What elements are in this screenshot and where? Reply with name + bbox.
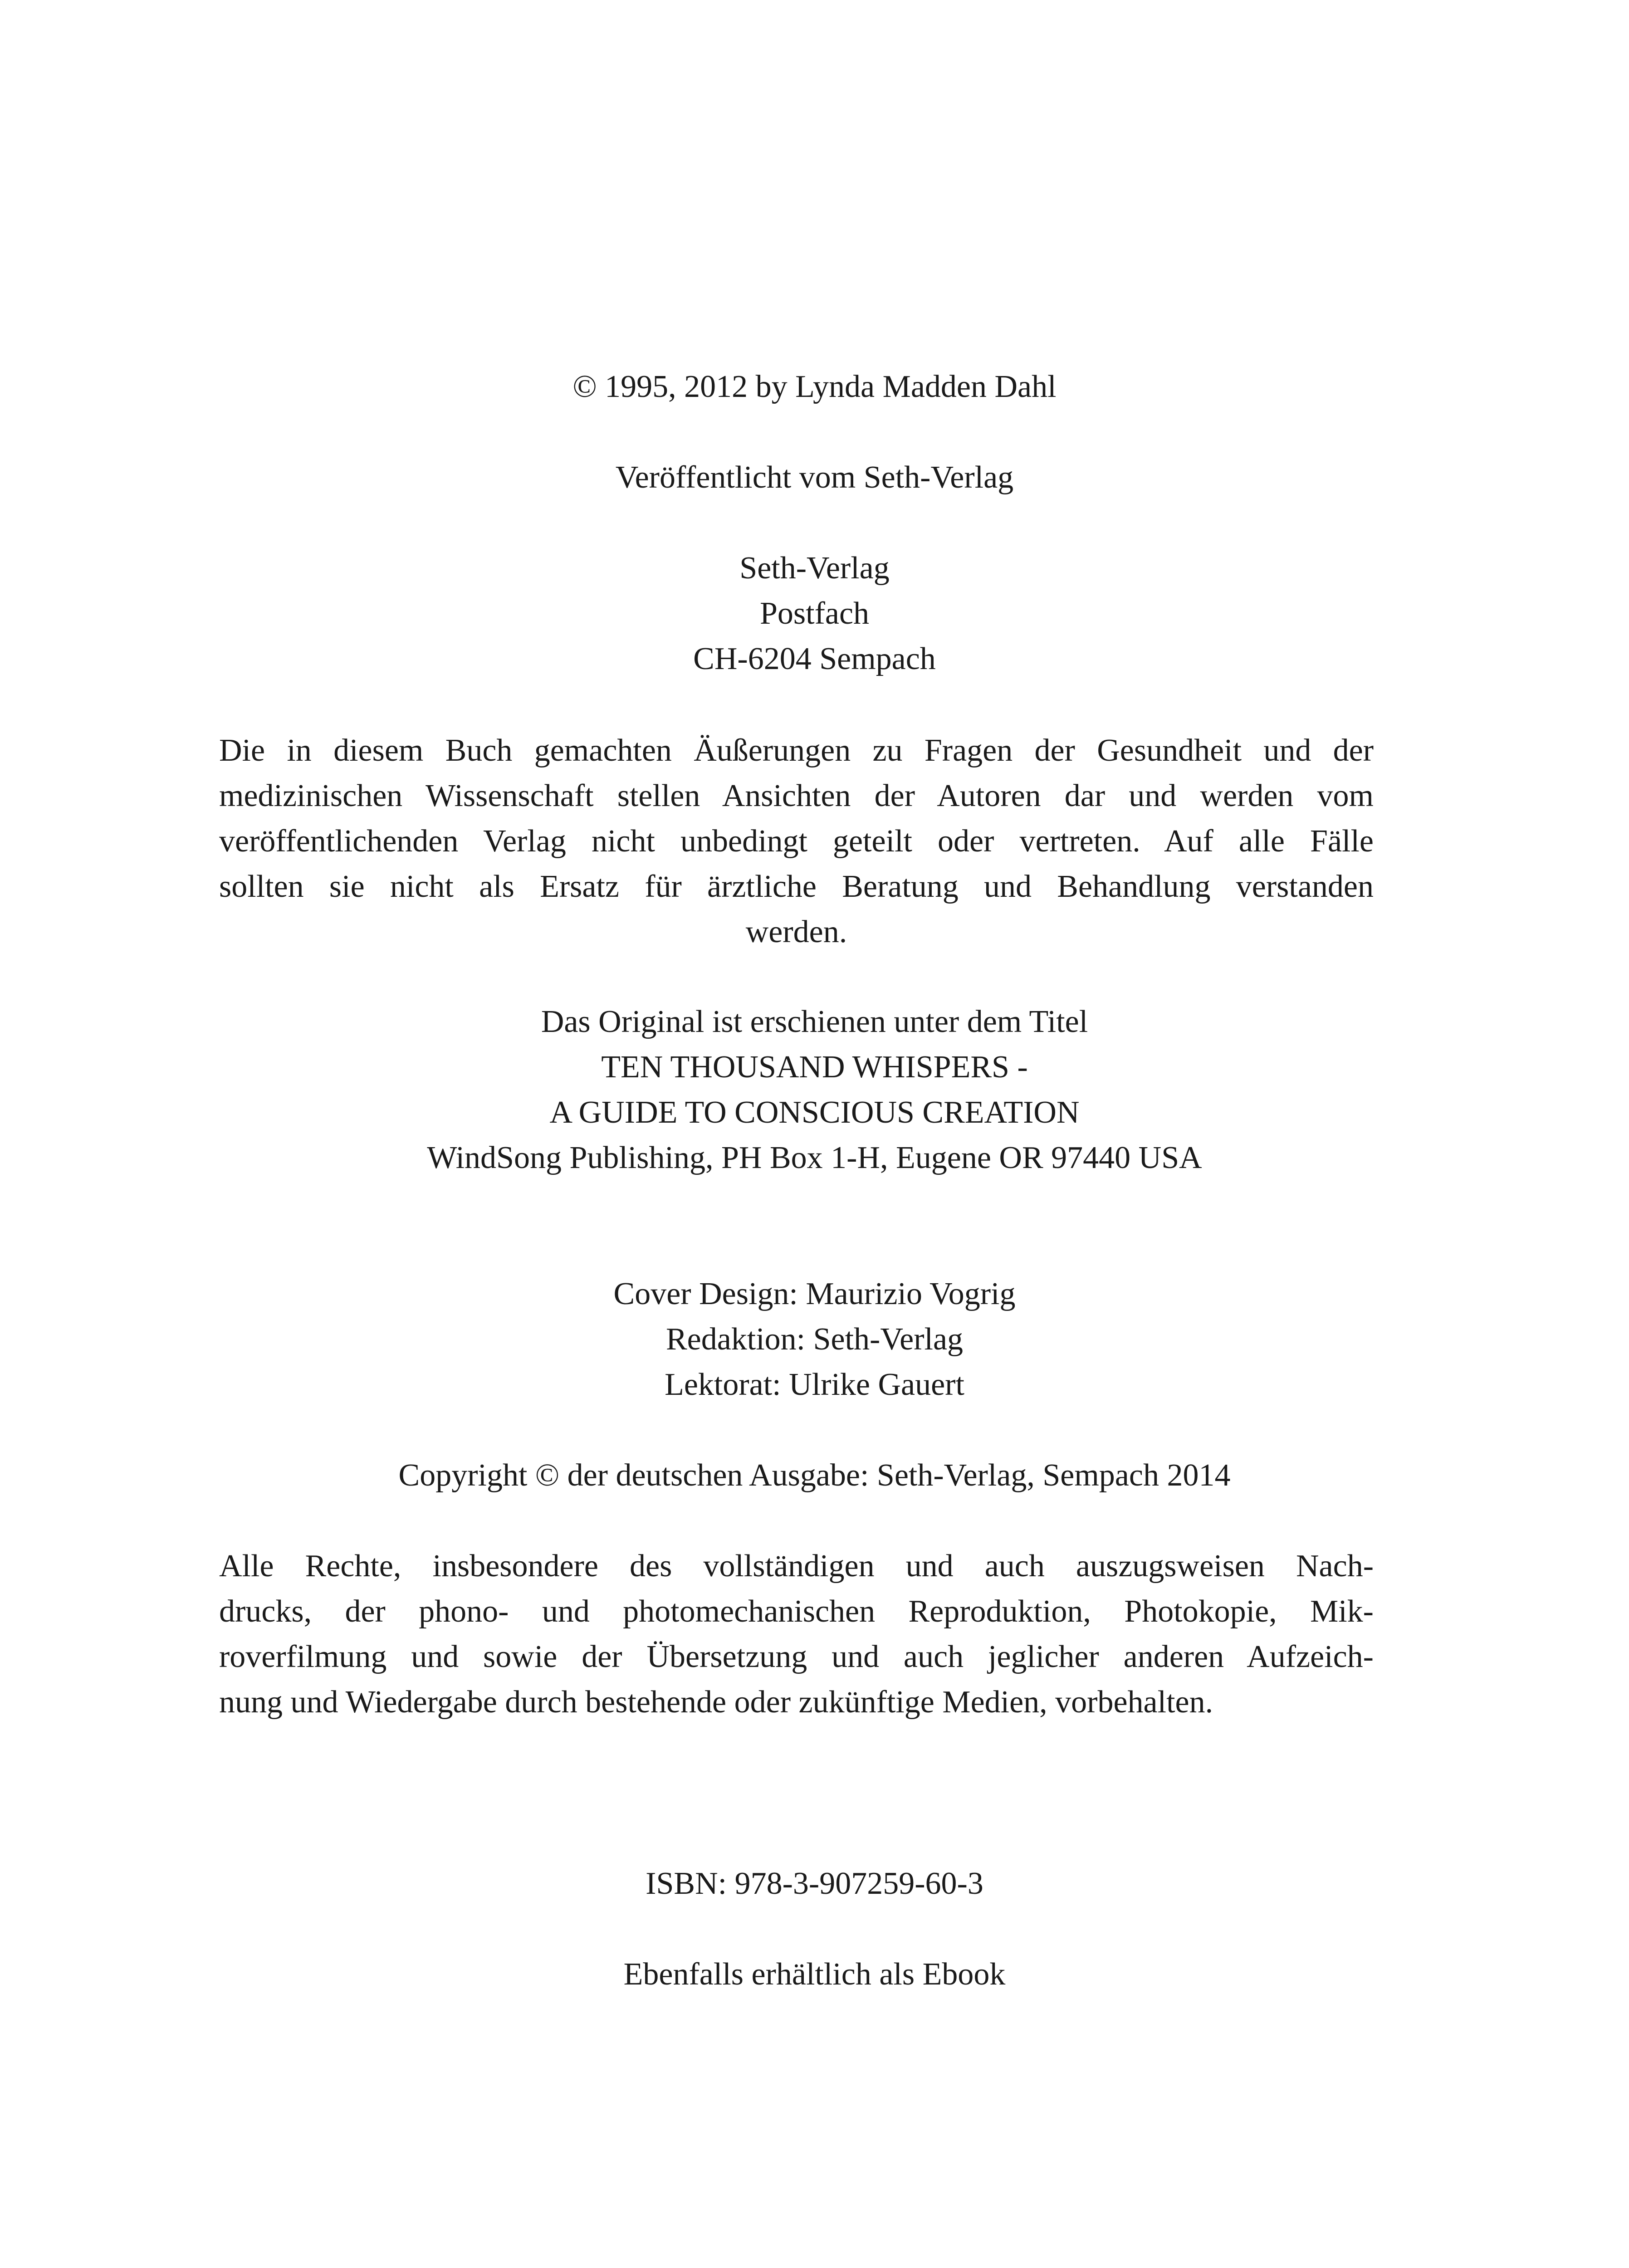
publisher-line [0,455,1629,500]
disclaimer-line-4: sollten sie nicht als Ersatz für ärztliche Beratung und Behandlung verstanden [219,869,1374,904]
disclaimer-line-1: Die in diesem Buch gemachten Äußerungen zu Fragen der Gesundheit und der [219,733,1374,768]
isbn-line [0,1861,1629,1906]
editing-credit: Redaktion: Seth-Verlag [665,1322,964,1357]
rights-line-3: roverfilmung und sowie der Übersetzung und auch jeglicher anderen Aufzeich- [219,1639,1374,1674]
disclaimer-line-5: werden. [745,914,847,949]
rights-notice [219,1544,1374,1725]
original-line-3: A GUIDE TO CONSCIOUS CREATION [549,1095,1080,1130]
copyright-line [0,364,1629,410]
copyright-text: © 1995, 2012 by Lynda Madden Dahl [572,369,1057,404]
disclaimer-line-2: medizinischen Wissenschaft stellen Ansichten der Autoren dar und werden vom [219,778,1374,813]
published-by-text: Veröffentlicht vom Seth-Verlag [615,460,1014,495]
address-line-2: Postfach [759,596,870,631]
original-line-4: WindSong Publishing, PH Box 1-H, Eugene OR 97440 USA [427,1140,1202,1175]
cover-design-credit: Cover Design: Maurizio Vogrig [613,1276,1016,1311]
address-line-3: CH-6204 Sempach [693,641,936,676]
credits [0,1271,1629,1408]
address-line-1: Seth-Verlag [739,551,890,586]
publisher-address [0,546,1629,682]
original-edition [0,999,1629,1181]
isbn-text: ISBN: 978-3-907259-60-3 [646,1866,983,1901]
german-copyright-text: Copyright © der deutschen Ausgabe: Seth-Verlag, Sempach 2014 [398,1458,1231,1493]
ebook-note-text: Ebenfalls erhältlich als Ebook [623,1957,1006,1992]
proofreading-credit: Lektorat: Ulrike Gauert [665,1367,964,1402]
health-disclaimer [219,728,1374,955]
rights-line-4: nung und Wiedergabe durch bestehende oder zukünftige Medien, vorbehalten. [219,1685,1213,1720]
original-line-2: TEN THOUSAND WHISPERS - [601,1050,1028,1085]
disclaimer-line-3: veröffentlichenden Verlag nicht unbedingt geteilt oder vertreten. Auf alle Fälle [219,824,1374,859]
ebook-note [0,1952,1629,1997]
rights-line-1: Alle Rechte, insbesondere des vollständigen und auch auszugsweisen Nach- [219,1549,1374,1584]
german-edition-copyright [0,1453,1629,1498]
original-line-1: Das Original ist erschienen unter dem Titel [541,1004,1088,1039]
rights-line-2: drucks, der phono- und photomechanischen Reproduktion, Photokopie, Mik- [219,1594,1374,1629]
